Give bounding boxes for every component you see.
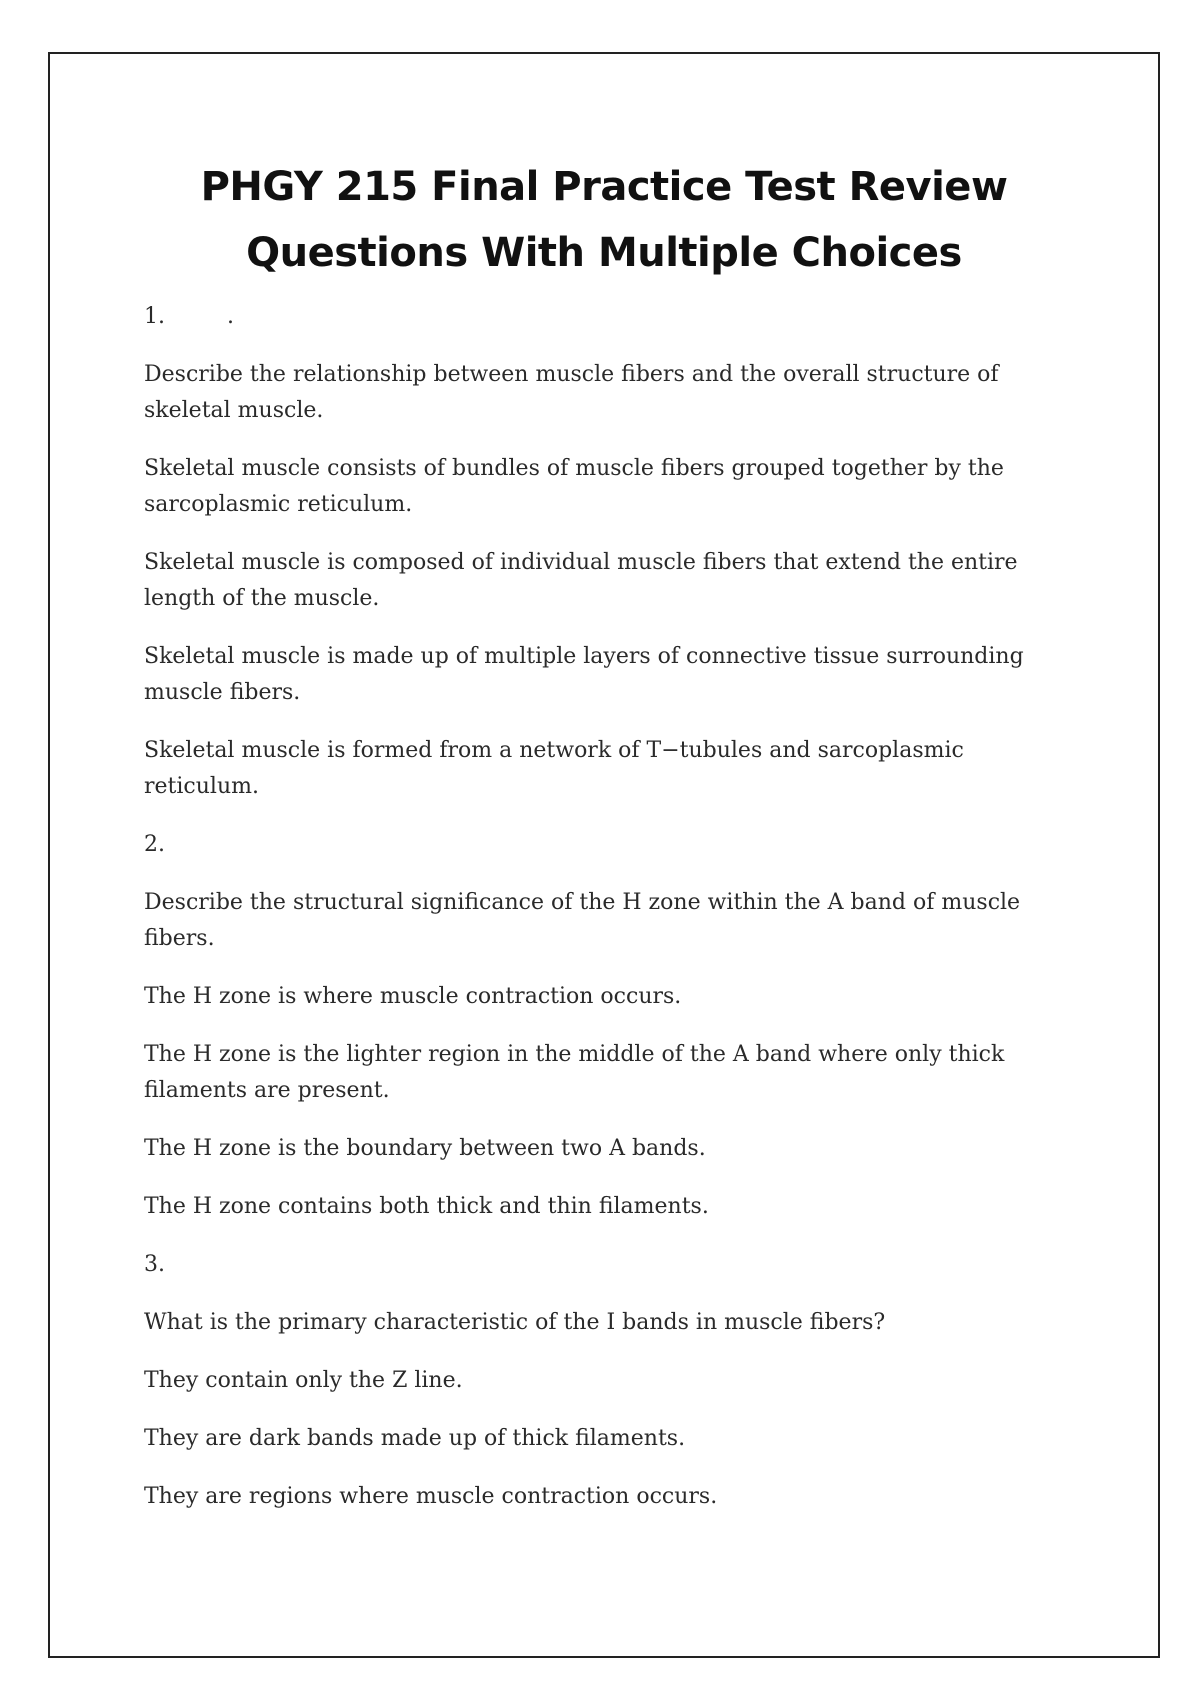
answer-option[interactable]: Skeletal muscle is made up of multiple layers of connective tissue surrounding muscle fibers. [144,644,1024,705]
document-page [48,52,1160,1658]
question-prompt: Describe the relationship between muscle fibers and the overall structure of skeletal muscle. [144,362,999,423]
question-1 [144,299,1084,805]
questions-list [144,299,1084,1537]
title-line-2: Questions With Multiple Choices [246,230,962,276]
answer-option[interactable]: They contain only the Z line. [144,1368,463,1393]
answer-option[interactable]: The H zone is where muscle contraction occurs. [144,984,682,1009]
question-3 [144,1247,1084,1515]
question-prompt: Describe the structural significance of the H zone within the A band of muscle fibers. [144,890,1021,951]
answer-option[interactable]: The H zone is the lighter region in the middle of the A band where only thick filaments are present. [144,1042,1005,1103]
answer-option[interactable]: Skeletal muscle is composed of individual muscle fibers that extend the entire length of the muscle. [144,550,1018,611]
trailing-mark: . [227,304,234,329]
answer-option[interactable]: The H zone is the boundary between two A bands. [144,1136,706,1161]
question-number: 2. [144,832,165,857]
question-number: 1. . [144,304,234,329]
answer-option[interactable]: The H zone contains both thick and thin filaments. [144,1194,709,1219]
question-2 [144,827,1084,1225]
document-title [50,154,1158,286]
question-prompt: What is the primary characteristic of the I bands in muscle fibers? [144,1310,886,1335]
answer-option[interactable]: They are dark bands made up of thick filaments. [144,1426,686,1451]
question-number: 3. [144,1252,165,1277]
answer-option[interactable]: They are regions where muscle contraction occurs. [144,1484,718,1509]
answer-option[interactable]: Skeletal muscle consists of bundles of muscle fibers grouped together by the sarcoplasmic reticulum. [144,456,1004,517]
answer-option[interactable]: Skeletal muscle is formed from a network of T−tubules and sarcoplasmic reticulum. [144,738,964,799]
title-line-1: PHGY 215 Final Practice Test Review [200,164,1008,210]
